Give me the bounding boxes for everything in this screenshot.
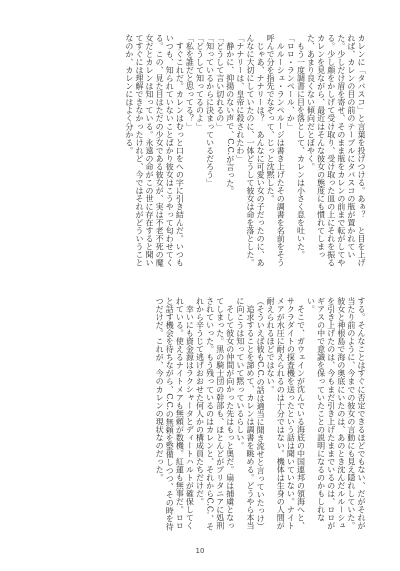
dialogue-line: 「どうして知ってるのよ」	[195, 34, 205, 131]
paragraph: そして彼女の仲間が向かった先はもっと奥だ。扇は捕虜となってしまった。黒の騎士団の幹部も、ほとんどがブリタニアに処刑されていった。もう残っているのはカレンと、それからC.C.、それから辛うじて逃げおおせた何人かの構成員たちだけだ。	[195, 297, 235, 531]
paragraph: ルルーシュ・ランペルージは書き上げたその調書を名前をそう呼んで分を指先でなぞって、じっと沈黙した。	[266, 34, 286, 267]
paragraph: 静かに、抑揚のない声で、C.C.が言った。	[225, 42, 235, 196]
paragraph: じゃあ、ナナリーは？ あんなに可愛い女の子だったのに、あんなに大切にしていたのに、一体どうして彼女は命を落とした。	[245, 34, 266, 267]
lower-text-tier	[34, 297, 366, 533]
paragraph: すぐこれだ。カレンはむっと口をへの字に引き結んだ。いつもいつも、知られていないことばかり彼女はこうやって匂わせてくる。この、見た目はただの少女である彼女が、実は不老不死の魔女だとカレンは知っている。永遠の命がこの世に存在すると聞いてすぐには理解できなかったけれど、今ではそれがどういうことなのか、カレンにはよく分かる。	[124, 34, 185, 267]
paragraph: もう一度調書に目を落として、カレンは小さく息を吐いた。	[296, 42, 306, 259]
paragraph: カレンに「タバスコ」と言葉を投げつける。あぁ？ と目を上げれば、カレンの目の前のテーブルにタバスコの瓶が置かれていた。少しだけ眉を寄せ、そのまま瓶をカレンの前まで転がしてやる。少し顔をかしげて受け取り、受け取った皿の上にそれを振るカレンを見ながら、最近はそんな彼女の態度にも慣れてしまった、あまり良くない傾向だとぼやく。	[306, 34, 366, 267]
paragraph: そこで、ガウェインが沈んでいる海底の中国連邦の領海へと、サクラダイトの探査機を送ったという話は聞いていない。ナイトメアが水圧に耐えられるのは十分ではない。機体は生身の人間が耐えられるほどではない。	[266, 297, 306, 530]
dialogue-line: 「ナナリーは、皇帝に殺されたわ」	[235, 34, 245, 163]
inner-thought-line: （そういえば彼もC.C.の話は適当に聞き流せと言っていたっけ）	[256, 297, 266, 531]
paragraph: 追求することを諦めて、カレンは調書を眺める。どうやら本当に向こうは知っていて黙っているらしい。	[235, 297, 255, 530]
upper-text-tier	[34, 34, 366, 270]
paragraph: 幸いにも資金源はラクシャータとディートハルトが確保してくれている。使えるナイトメアも無頼が数機。紅蓮も無事だ。ロロと話す機会を待ちながら、C.C.の無頼を整備しつつ、その時を待つだけだ。これが、今のカレンの現状なのだった。	[155, 297, 195, 531]
page-number: 10	[195, 547, 205, 555]
dialogue-line: 「私を誰だと思ってる？」	[185, 34, 195, 131]
dialogue-line: 「どうして言い切れるの」	[215, 34, 225, 131]
dialogue-line: 「知っているからに決まっているだろう」	[205, 34, 215, 187]
dialogue-line: 「ロロ・ランペール、か」	[286, 34, 296, 131]
paragraph: する。そんなことはすぐに否定できるほどでもない、だがそれが当たり前のように、今までの彼女の言動にも見え隠れしていた。彼女と神根島で海の奥底にいたのは、あのとき沈んだルルーシュを引き上げたのは、今もまだ引き上げたままでいるのは、ロロがギアスの中で意識を保っていたことの説明になるのかもしれない。	[306, 297, 366, 530]
